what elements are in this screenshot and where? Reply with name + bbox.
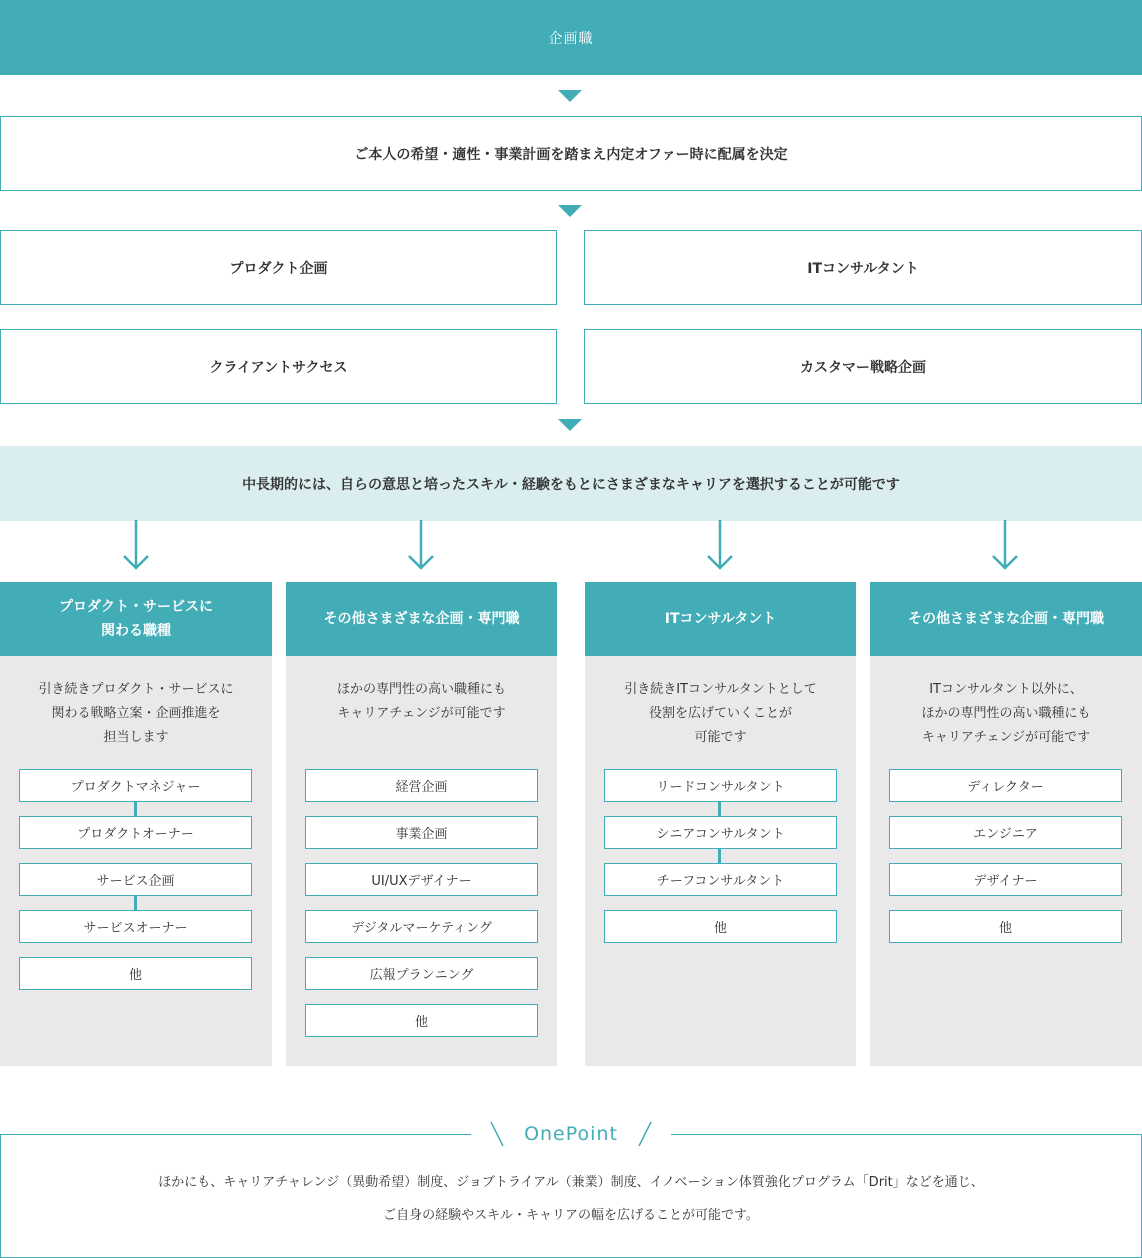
- header-bar: [0, 0, 1142, 75]
- item-connector: [718, 849, 721, 863]
- down-triangle-icon: [558, 419, 582, 431]
- column-description-line: 可能です: [694, 730, 747, 745]
- career-item: 事業企画: [305, 816, 538, 849]
- assignment-decision-box: [0, 116, 1142, 191]
- career-item: 他: [305, 1004, 538, 1037]
- role-label: カスタマー戦略企画: [800, 359, 926, 376]
- down-triangle-icon: [558, 90, 582, 102]
- role-box-customer-strategy: [584, 329, 1142, 404]
- role-label: クライアントサクセス: [209, 359, 348, 376]
- career-item: 経営企画: [305, 769, 538, 802]
- role-label: ITコンサルタント: [807, 260, 919, 277]
- career-item: エンジニア: [889, 816, 1122, 849]
- column-description-line: 関わる戦略立案・企画推進を: [51, 706, 221, 721]
- slash-icon: [490, 1121, 504, 1147]
- column-title: [870, 582, 1142, 656]
- onepoint-line: ほかにも、キャリアチャレンジ（異動希望）制度、ジョブトライアル（兼業）制度、イノベーション体質強化プログラム「Drit」などを通じ、: [158, 1175, 984, 1190]
- career-item: プロダクトオーナー: [19, 816, 252, 849]
- role-box-it-consultant: [584, 230, 1142, 305]
- career-item: チーフコンサルタント: [604, 863, 837, 896]
- down-arrow-icon: [406, 520, 436, 572]
- column-description-line: 担当します: [103, 730, 169, 745]
- column-title-line: ITコンサルタント: [664, 611, 777, 627]
- career-item: 他: [604, 910, 837, 943]
- down-arrow-icon: [990, 520, 1020, 572]
- item-connector: [134, 802, 137, 816]
- career-item: 広報プランニング: [305, 957, 538, 990]
- career-item: 他: [19, 957, 252, 990]
- career-item: UI/UXデザイナー: [305, 863, 538, 896]
- column-title-line: その他さまざまな企画・専門職: [908, 611, 1104, 627]
- role-box-client-success: [0, 329, 557, 404]
- down-triangle-icon: [558, 205, 582, 217]
- column-title: [286, 582, 557, 656]
- column-title-line: 関わる職種: [101, 623, 171, 639]
- down-arrow-icon: [705, 520, 735, 572]
- slash-icon: [638, 1121, 652, 1147]
- column-description-line: キャリアチェンジが可能です: [921, 730, 1091, 745]
- assignment-decision-text: ご本人の希望・適性・事業計画を踏まえ内定オファー時に配属を決定: [354, 146, 788, 163]
- column-description-line: ITコンサルタント以外に、: [929, 682, 1083, 697]
- column-description-line: 引き続きプロダクト・サービスに: [38, 682, 234, 697]
- item-connector: [718, 802, 721, 816]
- career-item: シニアコンサルタント: [604, 816, 837, 849]
- column-description: [585, 678, 856, 750]
- column-description-line: ほかの専門性の高い職種にも: [336, 682, 506, 697]
- career-banner-text: 中長期的には、自らの意思と培ったスキル・経験をもとにさまざまなキャリアを選択することが可能です: [242, 476, 900, 493]
- career-item: リードコンサルタント: [604, 769, 837, 802]
- career-banner: [0, 446, 1142, 521]
- career-item: デジタルマーケティング: [305, 910, 538, 943]
- onepoint-label: [471, 1116, 671, 1152]
- career-item: デザイナー: [889, 863, 1122, 896]
- career-item: サービス企画: [19, 863, 252, 896]
- onepoint-text: [0, 1166, 1142, 1232]
- role-label: プロダクト企画: [229, 260, 328, 277]
- column-title-line: プロダクト・サービスに: [59, 599, 213, 615]
- career-column-product-service: [0, 582, 272, 1066]
- onepoint-line: ご自身の経験やスキル・キャリアの幅を広げることが可能です。: [383, 1208, 759, 1223]
- career-item: ディレクター: [889, 769, 1122, 802]
- column-description-line: 引き続きITコンサルタントとして: [624, 682, 817, 697]
- career-item: 他: [889, 910, 1122, 943]
- column-description-line: 役割を広げていくことが: [648, 706, 792, 721]
- down-arrow-icon: [121, 520, 151, 572]
- header-title: 企画職: [548, 30, 594, 47]
- career-column-other-specialist: [286, 582, 557, 1066]
- column-description: [870, 678, 1142, 750]
- column-description-line: キャリアチェンジが可能です: [337, 706, 506, 721]
- column-title: [585, 582, 856, 656]
- column-description-line: ほかの専門性の高い職種にも: [921, 706, 1091, 721]
- role-box-product-planning: [0, 230, 557, 305]
- onepoint-title: OnePoint: [524, 1123, 618, 1145]
- column-title: [0, 582, 272, 656]
- column-title-line: その他さまざまな企画・専門職: [323, 611, 520, 627]
- career-column-other-specialist-it: [870, 582, 1142, 1066]
- career-item: プロダクトマネジャー: [19, 769, 252, 802]
- column-description: [286, 678, 557, 726]
- career-column-it-consultant: [585, 582, 856, 1066]
- column-description: [0, 678, 272, 750]
- career-item: サービスオーナー: [19, 910, 252, 943]
- item-connector: [134, 896, 137, 910]
